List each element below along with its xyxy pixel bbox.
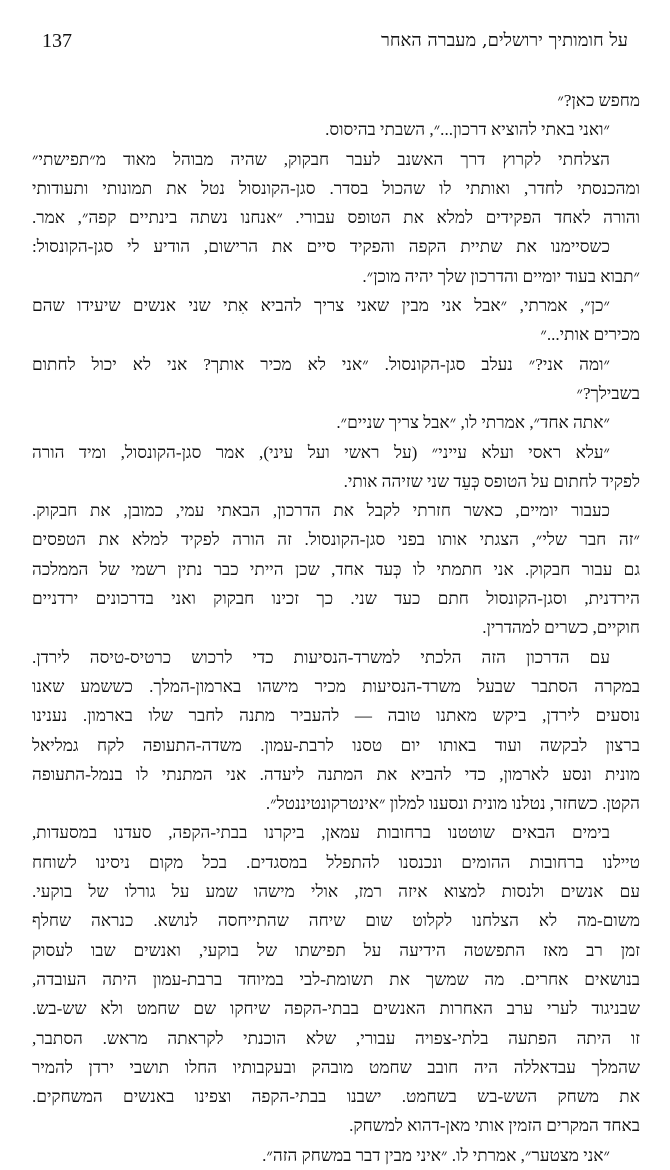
page-header xyxy=(42,30,628,52)
text-line: ״זה חבר שלי״, הצגתי אותו בפני סגן-הקונסול. זה הורה לפקיד למלא את הטפסים xyxy=(32,530,640,550)
text-line: לפקיד לחתום על הטופס כְּעֵד שני שזיהה אותי. xyxy=(343,471,640,491)
text-line: ברצון לבקשה ועוד באותו יום טסנו לרבת-עמון. משדה-התעופה לקח גמליאל xyxy=(32,735,640,755)
text-line: בנושאים אחרים. מה שמשך את תשומת-לבי במיוחד ברבת-עמון היתה העובדה, xyxy=(32,969,640,989)
text-line: שהמלך עבדאללה היה חובב שחמט מובהק ובעקבותיו החלו תושבי ירדן להמיר xyxy=(32,1057,640,1077)
text-line: ״אני מצטער״, אמרתי לו. ״איני מבין דבר במשחק הזה״. xyxy=(262,1145,610,1165)
text-line: והורה לאחד הפקידים למלא את הטופס עבורי. ״אנחנו נשתה בינתיים קפה״, אמר. xyxy=(32,208,640,228)
text-line: מכירים אותי...״ xyxy=(540,325,640,345)
text-line: עם אנשים ולנסות למצוא איזה רמז, אולי מישהו שמע על גורלו של בוקעי. xyxy=(32,882,640,902)
text-line: באחד המקרים הזמין אותי מאן-דהוא למשחק. xyxy=(349,1116,640,1136)
text-line: בשבילך?״ xyxy=(576,383,640,403)
text-line: ״ומה אני?״ נעלב סגן-הקונסול. ״אני לא מכיר אותך? אני לא יכול לחתום xyxy=(32,354,610,374)
text-line: ומהכנסתי לחדר, ואותתי לו שהכול בסדר. סגן-הקונסול נטל את תמונותי ותעודותי xyxy=(32,178,640,198)
text-line: זו היתה הפתעה בלתי-צפויה עבורי, שלא הוכנתי לקראתה מראש. הסתבר, xyxy=(32,1028,640,1048)
text-line: טיילנו ברחובות ההומים ונכנסנו להתפלל במסגדים. בכל מקום ניסינו לשוחח xyxy=(32,852,640,872)
text-line: הקטן. כשחזר, נטלנו מונית ונסענו למלון ״אינטרקונטיננטל״. xyxy=(265,794,640,814)
text-line: ״עלא ראסי ועלא עייני״ (על ראשי ועל עיני), אמר סגן-הקונסול, ומיד הורה xyxy=(32,442,610,462)
running-title: על חומותיך ירושלים, מעברה האחר xyxy=(381,30,628,51)
text-line: מונית ונסע לארמון, כדי להביא את המתנה ליעדה. אני המתנתי לו בנמל-התעופה xyxy=(32,764,640,784)
text-line: הצלחתי לקרוץ דרך האשנב לעבר חבקוק, שהיה מבוהל מאוד מ״תפישתי״ xyxy=(32,149,610,169)
text-line: את משחק השש-בש בשחמט. ישבנו בבתי-הקפה וצפינו באנשים המשחקים. xyxy=(32,1087,640,1107)
text-line: משום-מה לא הצלחנו לקלוט שום שיחה שהתייחסה לנושא. כנראה שחלף xyxy=(32,911,640,931)
text-line: בימים הבאים שוטטנו ברחובות עמאן, ביקרנו בבתי-הקפה, סעדנו במסעדות, xyxy=(32,823,610,843)
text-line: במקרה הסתבר שבעל משרד-הנסיעות מכיר מישהו בארמון-המלך. כששמע שאנו xyxy=(32,676,640,696)
text-line: מחפש כאן?״ xyxy=(557,91,640,110)
text-line: כשסיימנו את שתיית הקפה והפקיד סיים את הרישום, הודיע לי סגן-הקונסול: xyxy=(32,237,610,257)
text-line: ״ואני באתי להוציא דרכון...״, השבתי בהיסוס. xyxy=(325,120,610,140)
body-text xyxy=(32,86,640,1170)
text-line: הירדנית, וסגן-הקונסול חתם כעד שני. כך זכינו חבקוק ואני בדרכונים ירדניים xyxy=(32,589,640,609)
page-number: 137 xyxy=(42,30,72,52)
text-line: כעבור יומיים, כאשר חזרתי לקבל את הדרכון, הבאתי עמי, כמובן, את חבקוק. xyxy=(32,501,610,521)
text-line: שבניגוד לערי ערב האחרות האנשים בבתי-הקפה שיחקו שם שחמט ולא שש-בש. xyxy=(32,999,640,1019)
text-line: ״כן״, אמרתי, ״אבל אני מבין שאני צריך להביא אִתי שני אנשים שיעידו שהם xyxy=(32,296,610,316)
text-line: ״תבוא בעוד יומיים והדרכון שלך יהיה מוכן״. xyxy=(362,266,640,286)
text-line: ״אתה אחד״, אמרתי לו, ״אבל צריך שניים״. xyxy=(336,413,610,433)
text-line: חוקיים, כשרים למהדרין. xyxy=(482,618,640,638)
text-line: זמן רב מאז התפשטה הידיעה על תפישתו של בוקעי, ואנשים שבו לעסוק xyxy=(32,940,640,960)
text-line: נוסעים לירדן, ביקש מאתנו טובה — להעביר מתנה לחבר שלו בארמון. נענינו xyxy=(32,706,640,726)
text-line: גם עבור חבקוק. אני חתמתי לו כְּעד אחד, שכן הייתי כבר נתין רשמי של הממלכה xyxy=(32,559,640,579)
text-line: עם הדרכון הזה הלכתי למשרד-הנסיעות כדי לרכוש כרטיס-טיסה לירדן. xyxy=(32,647,610,667)
